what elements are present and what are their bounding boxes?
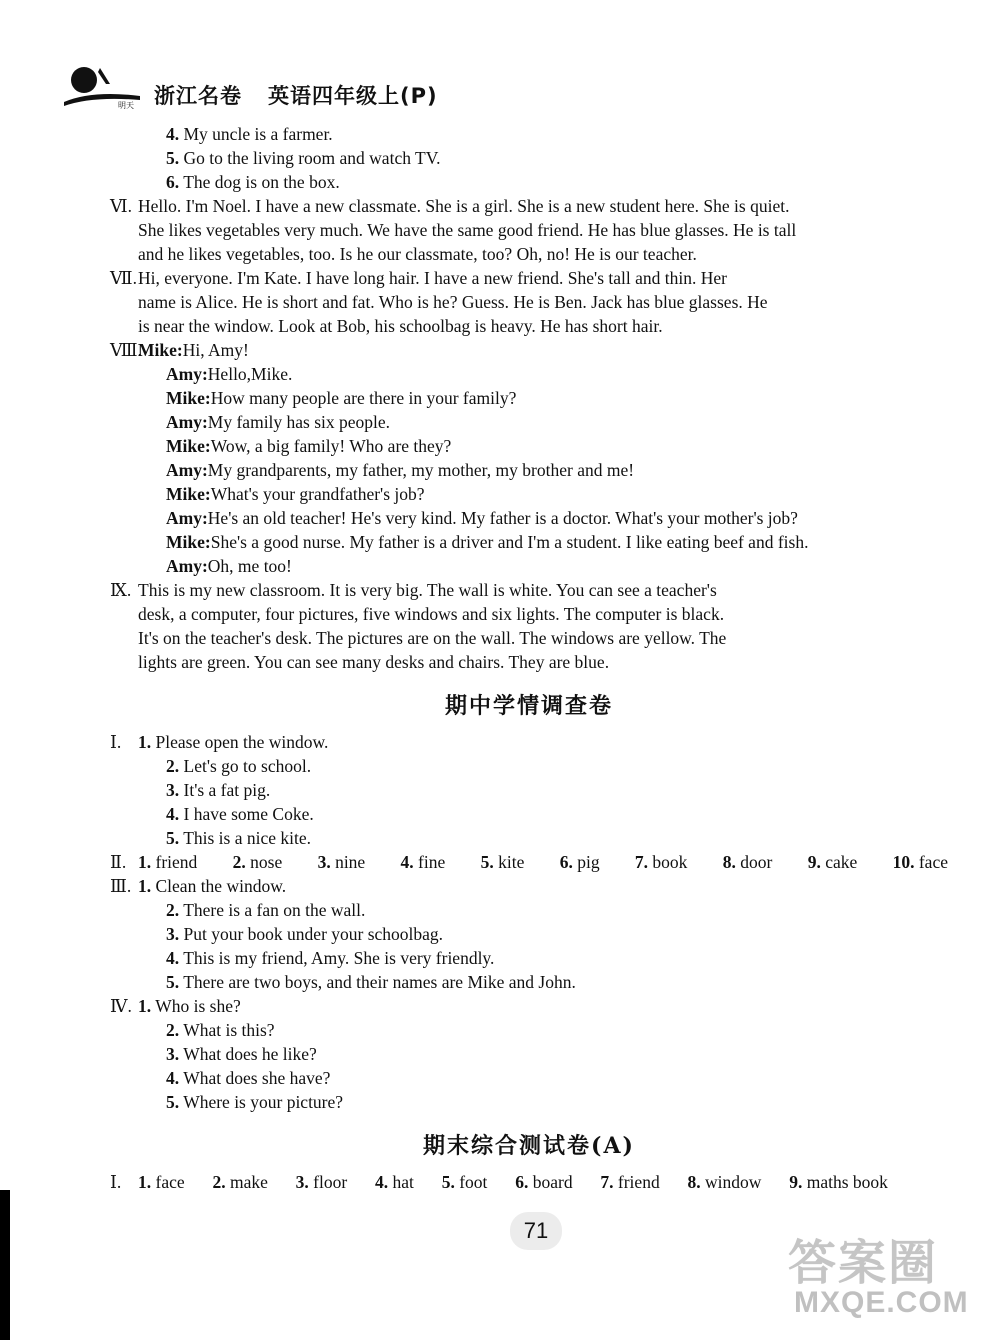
word-answer: 9. maths book [789, 1172, 888, 1192]
svg-text:明天: 明天 [118, 101, 134, 110]
word-answer-row [110, 1170, 888, 1194]
dialogue-line: Amy:My grandparents, my father, my mother, my brother and me! [166, 460, 635, 480]
word-answer: 1. face [138, 1172, 185, 1192]
word-answer: 2. make [212, 1172, 268, 1192]
word-answer: 7. friend [600, 1172, 660, 1192]
word-answer: 5. foot [441, 1172, 488, 1192]
paragraph-line: and he likes vegetables, too. Is he our classmate, too? Oh, no! He is our teacher. [138, 244, 697, 264]
answer-line: 1. Clean the window. [138, 876, 287, 896]
answer-line: 4. This is my friend, Amy. She is very friendly. [166, 948, 495, 968]
midterm-part-4 [110, 994, 948, 1018]
answer-line: 5. This is a nice kite. [166, 828, 312, 848]
paragraph-line: Hi, everyone. I'm Kate. I have long hair. I have a new friend. She's tall and thin. Her [138, 268, 727, 288]
roman-numeral: Ⅸ. [110, 580, 132, 600]
dialogue-line: Amy:Oh, me too! [166, 556, 292, 576]
roman-numeral: Ⅵ. [110, 196, 132, 216]
word-answer-row [110, 850, 948, 874]
word-answer: 8. window [687, 1172, 762, 1192]
answer-line: 4. What does she have? [166, 1068, 331, 1088]
section-7 [110, 266, 948, 338]
section-9 [110, 578, 948, 674]
paragraph-line: is near the window. Look at Bob, his schoolbag is heavy. He has short hair. [138, 316, 663, 336]
answer-line: 4. My uncle is a farmer. [166, 124, 333, 144]
roman-numeral: Ⅶ. [110, 268, 137, 288]
answer-line: 6. The dog is on the box. [166, 172, 340, 192]
section-title-final-a: 期末综合测试卷(A) [423, 1133, 635, 1159]
answer-line: 5. Go to the living room and watch TV. [166, 148, 441, 168]
header-title [154, 80, 438, 110]
paragraph-line: Hello. I'm Noel. I have a new classmate. She is a girl. She is a new student here. She is quiet. [138, 196, 790, 216]
word-answer: 1. friend [138, 852, 198, 872]
dialogue-line: Amy:Hello,Mike. [166, 364, 293, 384]
word-answer: 2. nose [232, 852, 283, 872]
series-name: 浙江名卷 [154, 84, 242, 108]
paragraph-line: It's on the teacher's desk. The pictures are on the wall. The windows are yellow. The [138, 628, 727, 648]
answer-line: 1. Please open the window. [138, 732, 329, 752]
word-answer: 7. book [634, 852, 688, 872]
paragraph-line: name is Alice. He is short and fat. Who is he? Guess. He is Ben. Jack has blue glasses. He [138, 292, 768, 312]
roman-numeral: Ⅷ. [110, 340, 142, 360]
word-answer: 10. face [892, 852, 948, 872]
answer-line: 4. I have some Coke. [166, 804, 314, 824]
publisher-logo [62, 62, 142, 112]
answer-line: 2. There is a fan on the wall. [166, 900, 366, 920]
word-answer: 6. pig [559, 852, 600, 872]
midterm-part-2 [110, 850, 948, 874]
subject-name: 英语四年级上(P) [268, 84, 438, 108]
answer-line: 1. Who is she? [138, 996, 241, 1016]
dialogue-line: Amy:He's an old teacher! He's very kind. My father is a doctor. What's your mother's job? [166, 508, 798, 528]
page-header [62, 62, 662, 112]
scan-edge-bar [0, 1190, 10, 1340]
roman-numeral: Ⅰ. [110, 1172, 122, 1192]
paragraph-line: desk, a computer, four pictures, five windows and six lights. The computer is black. [138, 604, 725, 624]
roman-numeral: Ⅰ. [110, 732, 122, 752]
answer-line: 3. Put your book under your schoolbag. [166, 924, 444, 944]
answer-line: 2. What is this? [166, 1020, 275, 1040]
section-title-midterm: 期中学情调查卷 [444, 693, 613, 719]
paragraph-line: This is my new classroom. It is very big. The wall is white. You can see a teacher's [138, 580, 717, 600]
watermark-text: 答案圈 [788, 1235, 939, 1291]
midterm-part-3 [110, 874, 948, 898]
dialogue-line: Amy:My family has six people. [166, 412, 391, 432]
word-answer: 8. door [722, 852, 773, 872]
section-6 [110, 194, 948, 266]
answer-line: 3. It's a fat pig. [166, 780, 271, 800]
answer-content [110, 122, 948, 1194]
word-answer: 4. hat [375, 1172, 414, 1192]
paragraph-line: She likes vegetables very much. We have the same good friend. He has blue glasses. He is tall [138, 220, 797, 240]
midterm-part-1 [110, 730, 948, 754]
word-answer: 5. kite [480, 852, 525, 872]
roman-numeral: Ⅳ. [110, 996, 132, 1016]
word-answer: 3. nine [317, 852, 366, 872]
dialogue-line: Mike:Hi, Amy! [138, 340, 249, 360]
answer-line: 5. Where is your picture? [166, 1092, 344, 1112]
dialogue-line: Mike:What's your grandfather's job? [166, 484, 425, 504]
watermark [784, 1224, 984, 1324]
answer-line: 2. Let's go to school. [166, 756, 312, 776]
watermark-url: MXQE.COM [794, 1286, 969, 1319]
final-a-part-1 [110, 1170, 948, 1194]
roman-numeral: Ⅲ. [110, 876, 132, 896]
section-8-dialogue [110, 338, 948, 362]
word-answer: 9. cake [807, 852, 858, 872]
word-answer: 4. fine [400, 852, 446, 872]
word-answer: 6. board [515, 1172, 573, 1192]
page-number: 71 [510, 1212, 562, 1250]
paragraph-line: lights are green. You can see many desks and chairs. They are blue. [138, 652, 610, 672]
roman-numeral: Ⅱ. [110, 852, 127, 872]
answer-line: 3. What does he like? [166, 1044, 317, 1064]
dialogue-line: Mike:She's a good nurse. My father is a driver and I'm a student. I like eating beef and fish. [166, 532, 809, 552]
answer-line: 5. There are two boys, and their names are Mike and John. [166, 972, 576, 992]
dialogue-line: Mike:How many people are there in your family? [166, 388, 517, 408]
dialogue-line: Mike:Wow, a big family! Who are they? [166, 436, 452, 456]
word-answer: 3. floor [295, 1172, 348, 1192]
